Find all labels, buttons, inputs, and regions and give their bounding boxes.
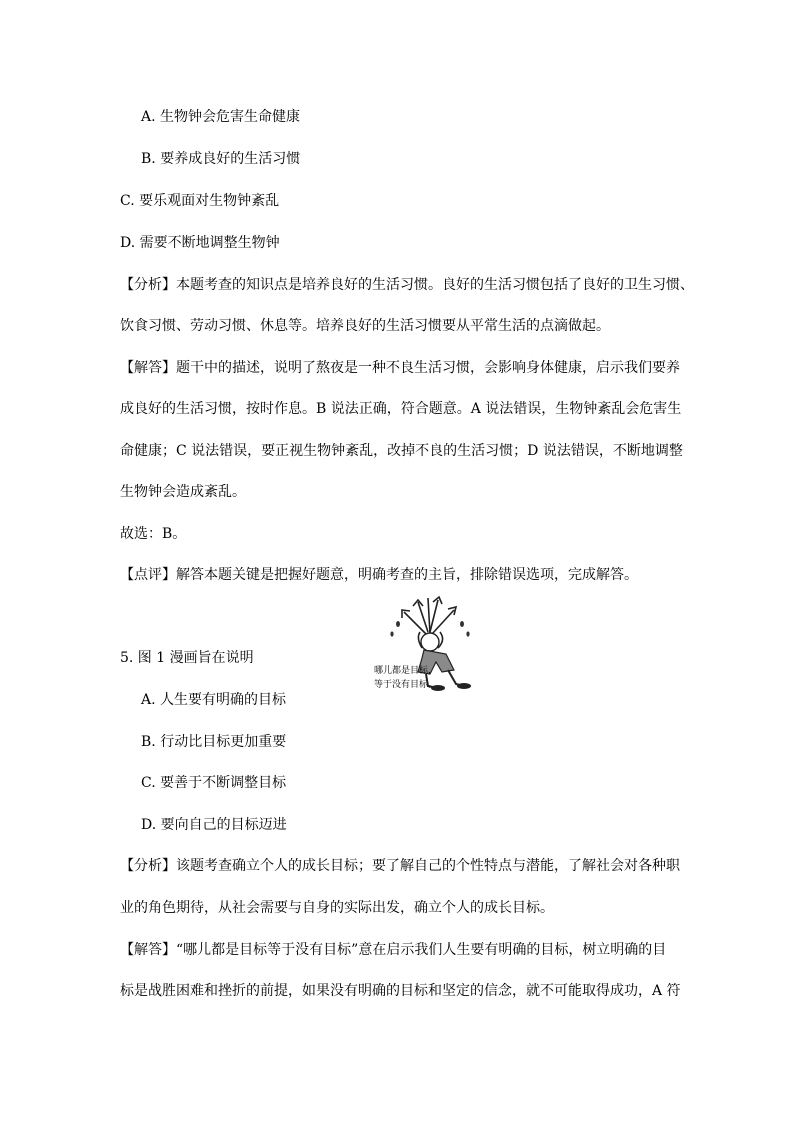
q4-option-c: C. 要乐观面对生物钟紊乱 <box>120 193 280 209</box>
cartoon-caption-line: 等于没有目标。 <box>374 680 438 690</box>
q4-analysis-line: 【分析】本题考查的知识点是培养良好的生活习惯。良好的生活习惯包括了良好的卫生习惯、 <box>120 277 694 293</box>
q5-option-a: A. 人生要有明确的目标 <box>141 692 287 708</box>
q5-option-c: C. 要善于不断调整目标 <box>141 775 287 791</box>
q4-answer-line: 【解答】题干中的描述，说明了熬夜是一种不良生活习惯，会影响身体健康，启示我们要养 <box>120 360 680 376</box>
q5-option-d: D. 要向自己的目标迈进 <box>141 817 287 833</box>
q4-option-a: A. 生物钟会危害生命健康 <box>141 109 301 125</box>
q4-answer-line: 生物钟会造成紊乱。 <box>120 484 246 500</box>
q4-option-b: B. 要养成良好的生活习惯 <box>141 151 301 167</box>
q4-option-d: D. 需要不断地调整生物钟 <box>120 235 280 251</box>
q4-analysis-line: 饮食习惯、劳动习惯、休息等。培养良好的生活习惯要从平常生活的点滴做起。 <box>120 318 610 334</box>
q4-choice: 故选：B。 <box>120 526 187 542</box>
q5-analysis-line: 业的角色期待，从社会需要与自身的实际出发，确立个人的成长目标。 <box>120 900 554 916</box>
q5-analysis-line: 【分析】该题考查确立个人的成长目标；要了解自己的个性特点与潜能，了解社会对各种职 <box>120 858 680 874</box>
q5-stem: 5. 图 1 漫画旨在说明 <box>120 650 254 666</box>
q5-option-b: B. 行动比目标更加重要 <box>141 734 287 750</box>
q4-answer-line: 成良好的生活习惯，按时作息。B 说法正确，符合题意。A 说法错误，生物钟紊乱会危害生 <box>120 401 682 417</box>
cartoon-figure <box>368 594 486 696</box>
q4-answer-line: 命健康；C 说法错误，要正视生物钟紊乱，改掉不良的生活习惯；D 说法错误，不断地调整 <box>120 443 683 459</box>
q5-answer-line: 【解答】“哪儿都是目标等于没有目标”意在启示我们人生要有明确的目标，树立明确的目 <box>120 942 667 958</box>
cartoon-caption-line: 哪儿都是目标， <box>374 666 438 676</box>
q5-answer-line: 标是战胜困难和挫折的前提，如果没有明确的目标和坚定的信念，就不可能取得成功，A 符 <box>120 983 681 999</box>
q4-comment: 【点评】解答本题关键是把握好题意，明确考查的主旨，排除错误选项，完成解答。 <box>120 567 638 583</box>
